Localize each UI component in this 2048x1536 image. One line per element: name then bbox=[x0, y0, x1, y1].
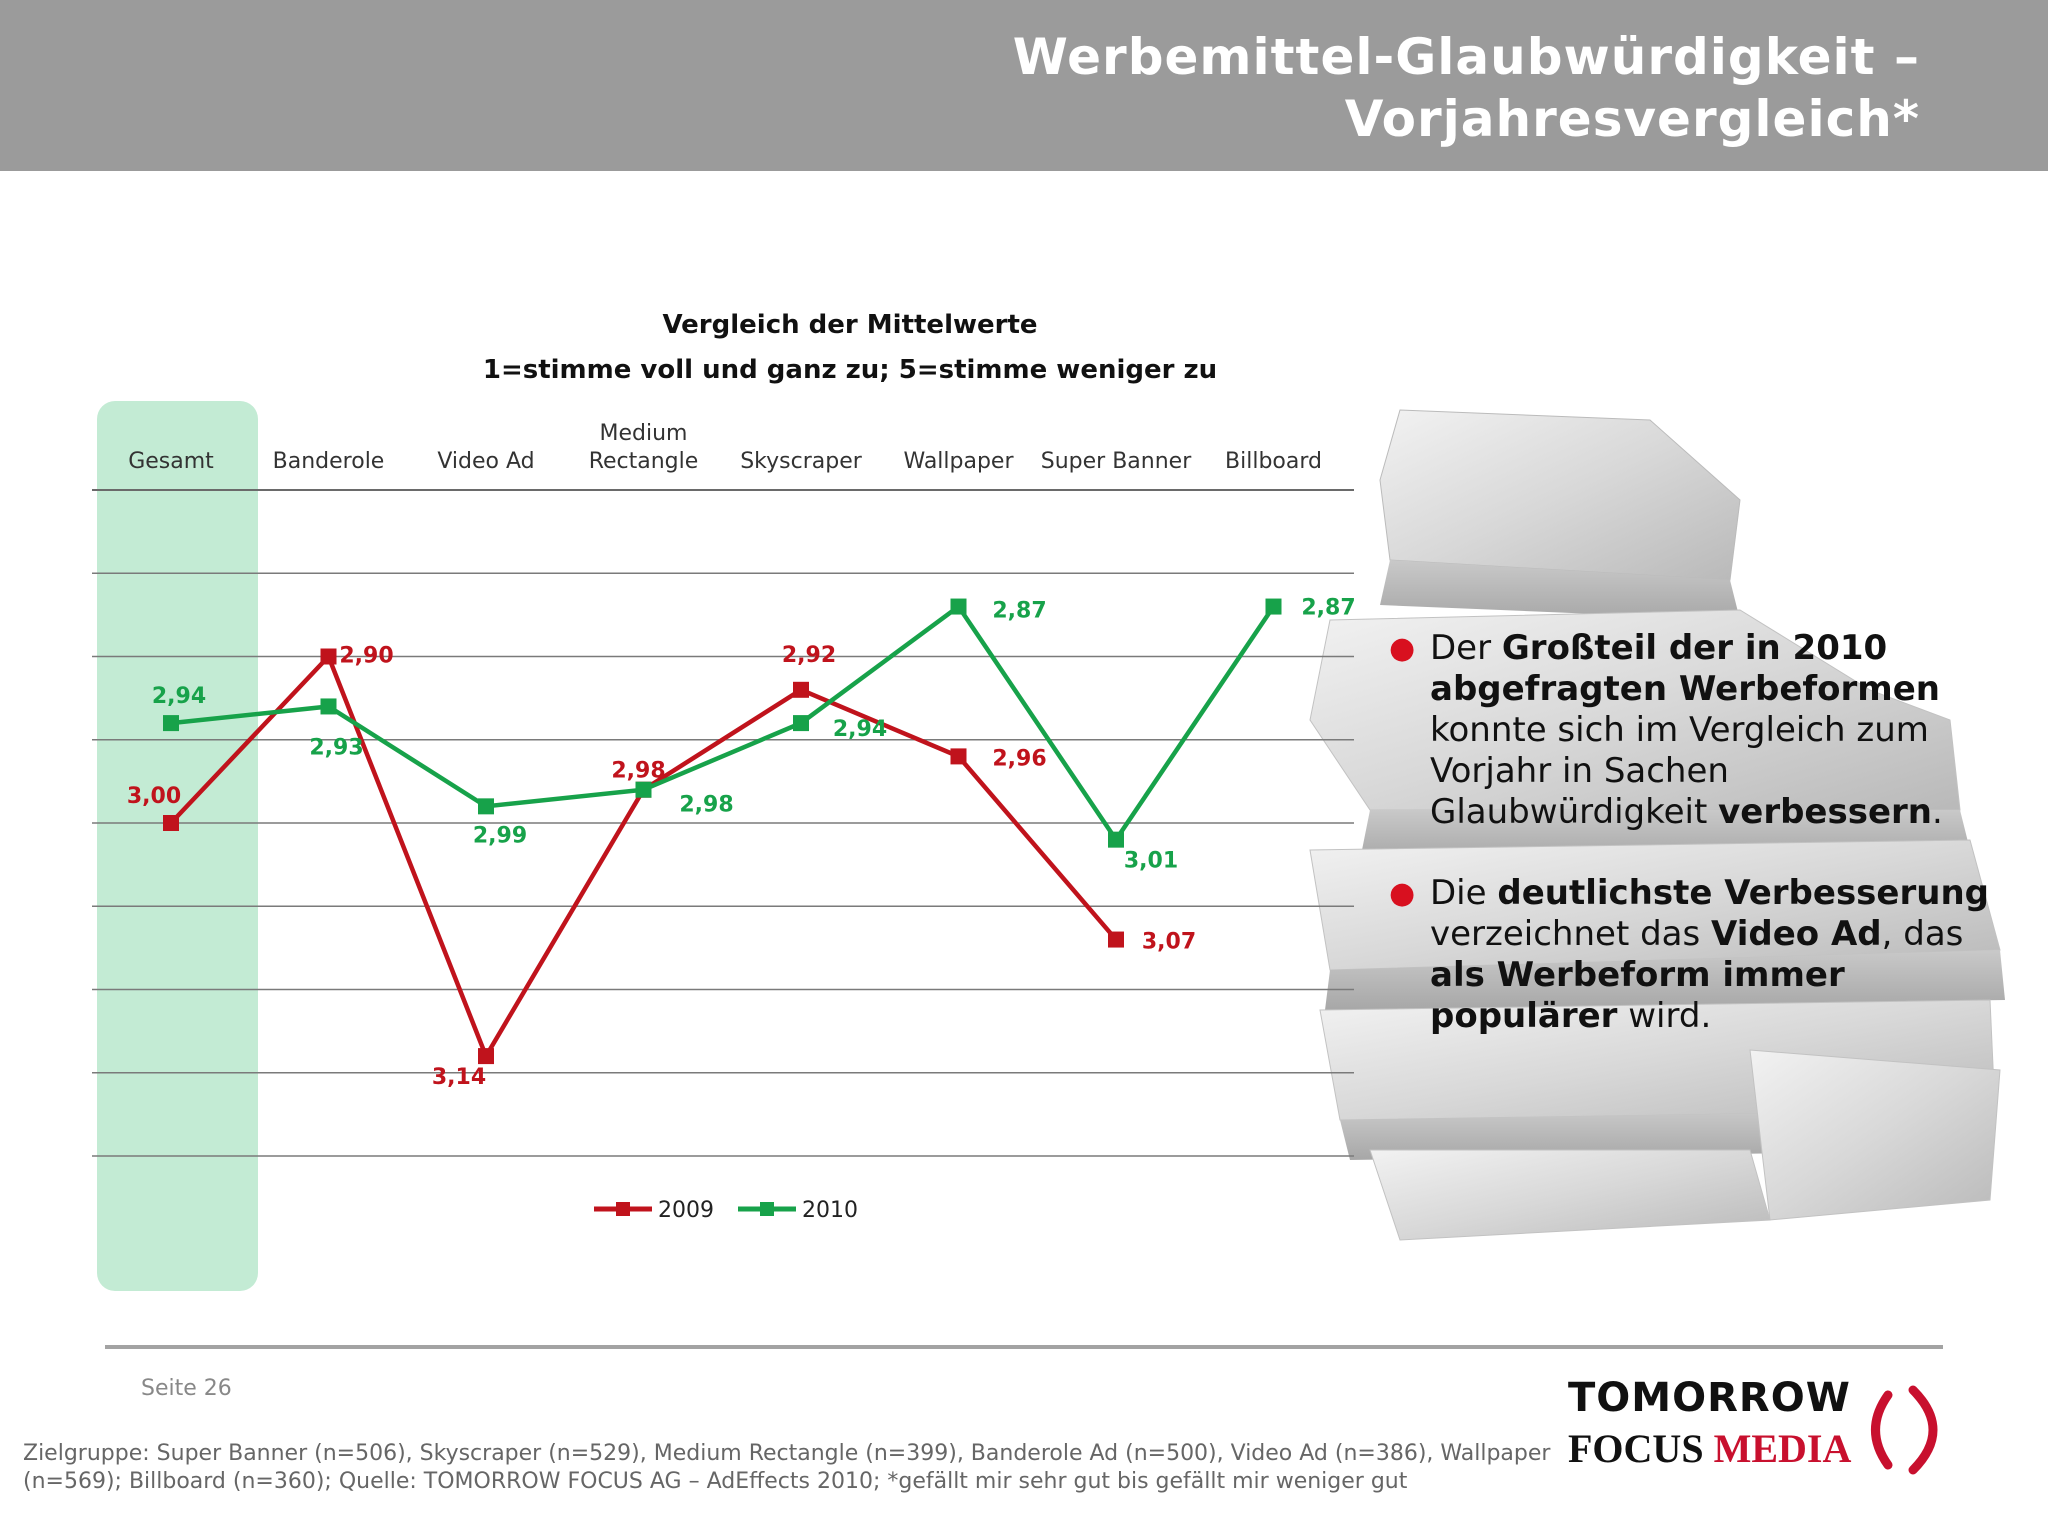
bullet-1-segment: konnte sich im Vergleich zum Vorjahr in Sachen Glaubwürdigkeit bbox=[1430, 710, 1929, 832]
logo-focus: FOCUS bbox=[1568, 1426, 1704, 1471]
legend-label-2009: 2009 bbox=[658, 1198, 714, 1223]
data-label-2009: 2,98 bbox=[611, 758, 666, 784]
data-point-2009 bbox=[163, 815, 179, 831]
data-point-2010 bbox=[478, 798, 494, 814]
bullet-1 bbox=[1385, 628, 2005, 833]
category-label: Super Banner bbox=[1040, 449, 1192, 474]
chart-title: Vergleich der Mittelwerte bbox=[662, 310, 1038, 340]
category-label: Billboard bbox=[1225, 449, 1322, 474]
category-label: Gesamt bbox=[128, 449, 214, 474]
bullet-1-segment: verbessern bbox=[1718, 792, 1932, 832]
gesamt-highlight bbox=[97, 401, 258, 1291]
chart-subtitle: 1=stimme voll und ganz zu; 5=stimme weniger zu bbox=[482, 355, 1218, 385]
data-point-2010 bbox=[1108, 832, 1124, 848]
bullet-2-segment: als Werbeform immer populärer bbox=[1430, 955, 1845, 1036]
data-label-2009: 3,00 bbox=[126, 784, 182, 809]
data-label-2010: 2,93 bbox=[309, 735, 364, 761]
data-label-2010: 2,87 bbox=[992, 598, 1047, 624]
bullet-dot: ● bbox=[1389, 876, 1416, 911]
bullet-list bbox=[1385, 628, 2005, 1077]
bullet-2-segment: deutlichste Verbesserung bbox=[1497, 873, 1989, 913]
data-point-2010 bbox=[793, 715, 809, 731]
bullet-text-2 bbox=[1430, 873, 1989, 1036]
data-label-2010: 2,94 bbox=[832, 717, 888, 743]
data-label-2010: 3,01 bbox=[1123, 848, 1179, 874]
company-logo bbox=[1568, 1375, 1968, 1485]
logo-mark-icon bbox=[1858, 1380, 1958, 1480]
data-label-2009: 2,96 bbox=[992, 746, 1047, 772]
data-label-2010: 2,98 bbox=[679, 792, 734, 818]
bullet-2-segment: , das bbox=[1881, 914, 1964, 954]
legend-marker-2009 bbox=[616, 1202, 630, 1216]
legend-label-2010: 2010 bbox=[802, 1198, 858, 1223]
data-point-2009 bbox=[1108, 932, 1124, 948]
title-line-1: Werbemittel-Glaubwürdigkeit – bbox=[1012, 28, 1920, 86]
bullet-2-segment: wird. bbox=[1617, 996, 1712, 1036]
footer-rule bbox=[105, 1345, 1943, 1349]
bullet-1-segment: Der bbox=[1430, 628, 1502, 668]
bullet-2 bbox=[1385, 873, 2005, 1037]
data-label-2010: 2,99 bbox=[472, 823, 528, 849]
category-label: Wallpaper bbox=[903, 449, 1014, 474]
data-point-2010 bbox=[1266, 599, 1282, 615]
data-point-2009 bbox=[951, 748, 967, 764]
data-label-2010: 2,94 bbox=[151, 684, 207, 710]
data-point-2009 bbox=[478, 1048, 494, 1064]
logo-media: MEDIA bbox=[1713, 1426, 1852, 1471]
data-point-2010 bbox=[951, 599, 967, 615]
data-point-2009 bbox=[321, 649, 337, 665]
footnote: Zielgruppe: Super Banner (n=506), Skyscraper (n=529), Medium Rectangle (n=399), Banderole Ad (n=500), Video Ad (n=386), Wallpaper (n=569); Billboard (n=360); Quelle: TOMORROW FOCUS AG – AdEffects 2010; *gefällt mir sehr gut bis gefällt mir weniger gut bbox=[23, 1441, 1551, 1494]
grid-lines bbox=[92, 490, 1354, 1156]
category-label: Rectangle bbox=[588, 449, 699, 474]
category-label: Skyscraper bbox=[740, 449, 862, 474]
legend bbox=[594, 1198, 858, 1223]
category-label: Video Ad bbox=[437, 449, 535, 474]
category-label: Medium bbox=[599, 421, 688, 446]
bullet-dot: ● bbox=[1389, 631, 1416, 666]
legend-marker-2010 bbox=[760, 1202, 774, 1216]
title-line-2: Vorjahresvergleich* bbox=[1344, 90, 1920, 148]
category-label: Banderole bbox=[272, 449, 385, 474]
data-label-2009: 3,07 bbox=[1141, 929, 1197, 955]
bullet-2-segment: verzeichnet das bbox=[1430, 914, 1712, 954]
data-point-2010 bbox=[321, 698, 337, 714]
data-point-2009 bbox=[793, 682, 809, 698]
data-label-2009: 2,90 bbox=[339, 643, 394, 669]
bullet-2-segment: Video Ad bbox=[1711, 914, 1882, 954]
data-label-2009: 3,14 bbox=[431, 1065, 487, 1091]
bullet-1-segment: Großteil der in 2010 abgefragten Werbeformen bbox=[1430, 628, 1940, 709]
data-labels bbox=[127, 596, 1356, 1091]
data-label-2010: 2,87 bbox=[1301, 595, 1356, 621]
bullet-text-1 bbox=[1430, 628, 1943, 832]
category-labels bbox=[128, 421, 1322, 474]
data-label-2009: 2,92 bbox=[781, 642, 837, 668]
data-point-2010 bbox=[163, 715, 179, 731]
page-number: Seite 26 bbox=[141, 1376, 232, 1401]
series-lines bbox=[163, 599, 1282, 1065]
bullet-1-segment: . bbox=[1932, 792, 1943, 832]
data-point-2010 bbox=[636, 782, 652, 798]
logo-line-2 bbox=[1568, 1425, 1851, 1472]
series-line-2009 bbox=[171, 657, 1116, 1057]
bullet-2-segment: Die bbox=[1430, 873, 1498, 913]
logo-line-1: TOMORROW bbox=[1568, 1375, 1851, 1421]
